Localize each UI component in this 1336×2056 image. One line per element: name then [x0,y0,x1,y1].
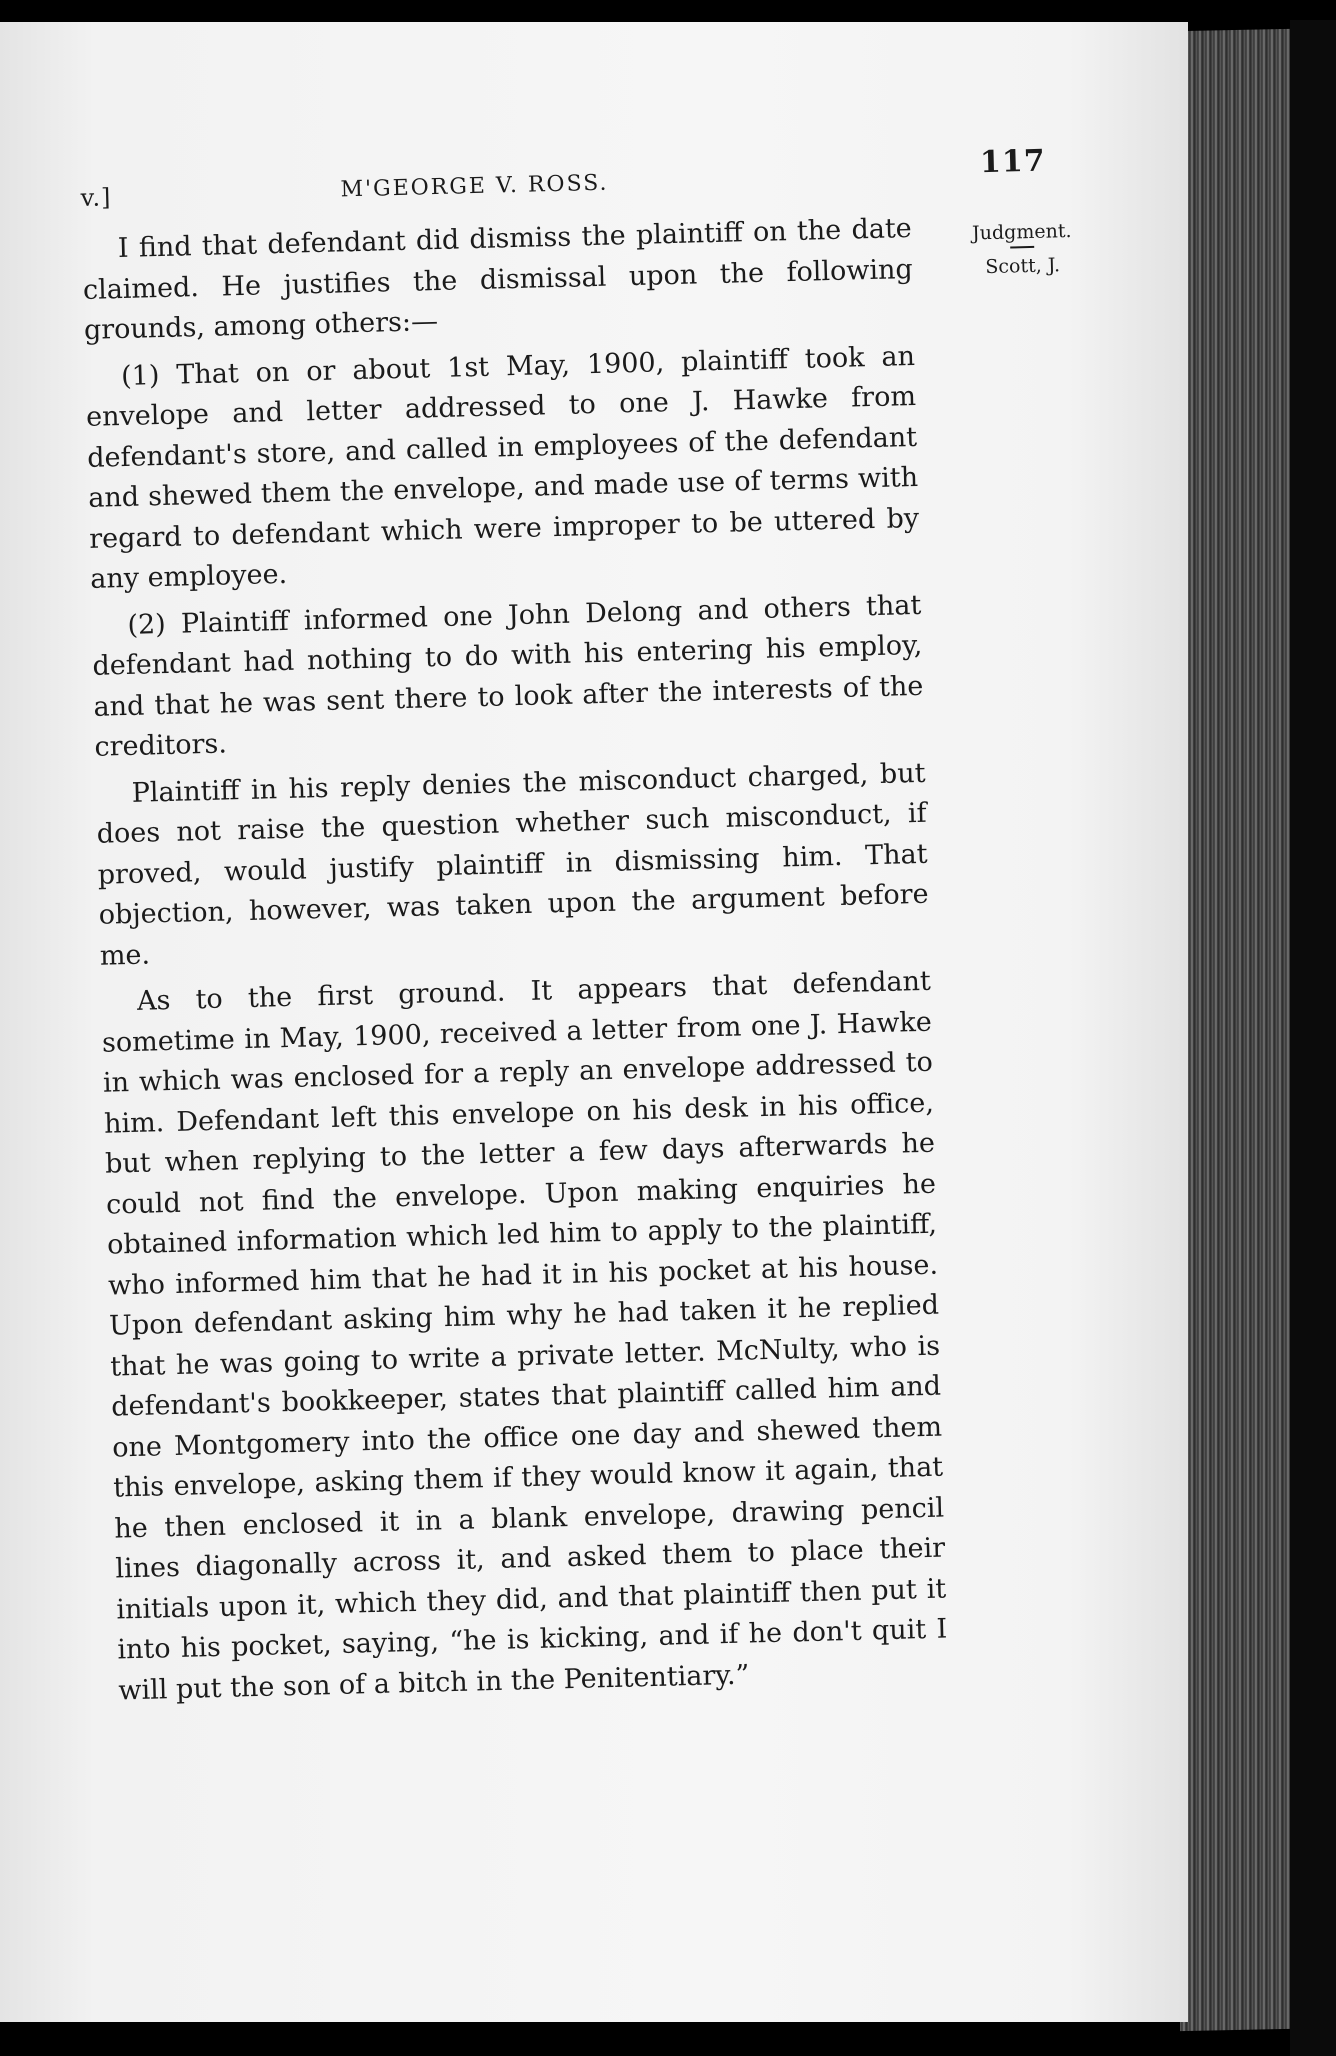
case-title: M'GEORGE V. ROSS. [340,170,609,203]
paragraph-ground-2: (2) Plaintiff informed one John Delong and others that defendant had nothing to do with his entering his employ, and that he was sent there to look after the interests of the creditors. [92,589,924,763]
page-number: 117 [979,143,1047,181]
book-page-edges [1180,29,1290,2031]
book-spine-shadow [1290,20,1336,2056]
running-head [80,143,1047,212]
margin-note-judge: Scott, J. [985,254,1061,279]
paragraph-ground-1: (1) That on or about 1st May, 1900, plaintiff took an envelope and letter addressed to one J. Hawke from defendant's store, and called in employees of the defendant and shewed them the envelope, and made use of terms with regard to defendant which were improper to be uttered by any employee. [85,340,920,595]
paragraph-first-ground: As to the first ground. It appears that defendant sometime in May, 1900, received a letter from one J. Hawke in which was enclosed for a reply an envelope addressed to him. Defendant left this envelope on his desk in his office, but when replying to the letter a few days afterwards he could not find the envelope. Upon making enquiries he obtained information which led him to apply to the plaintiff, who informed him that he had it in his pocket at his house. Upon defendant asking him why he had taken it he replied that he was going to write a private letter. McNulty, who is defendant's bookkeeper, states that plaintiff called him and one Montgomery into the office one day and shewed them this envelope, asking them if they would know it again, that he then enclosed it in a blank envelope, drawing pencil lines diagonally across it, and asked them to place their initials upon it, which they did, and that plaintiff then put it into his pocket, saying, “he is kicking, and if he don't quit I will put the son of a bitch in the Penitentiary.” [101,965,948,1707]
body-text [81,209,948,1712]
text-block [80,143,1072,1718]
chapter-mark: v.] [80,183,112,212]
margin-note [961,217,1083,282]
paragraph-reply: Plaintiff in his reply denies the misconduct charged, but does not raise the question whether such misconduct, if proved, would justify plaintiff in dismissing him. That objection, however, was taken upon the argument before me. [96,757,929,972]
margin-note-judgment: Judgment. [971,219,1072,245]
page-sheet [0,22,1188,2022]
paragraph-dismissal: I find that defendant did dismiss the plaintiff on the date claimed. He justifies the dismissal upon the following grounds, among others:— [82,212,914,346]
